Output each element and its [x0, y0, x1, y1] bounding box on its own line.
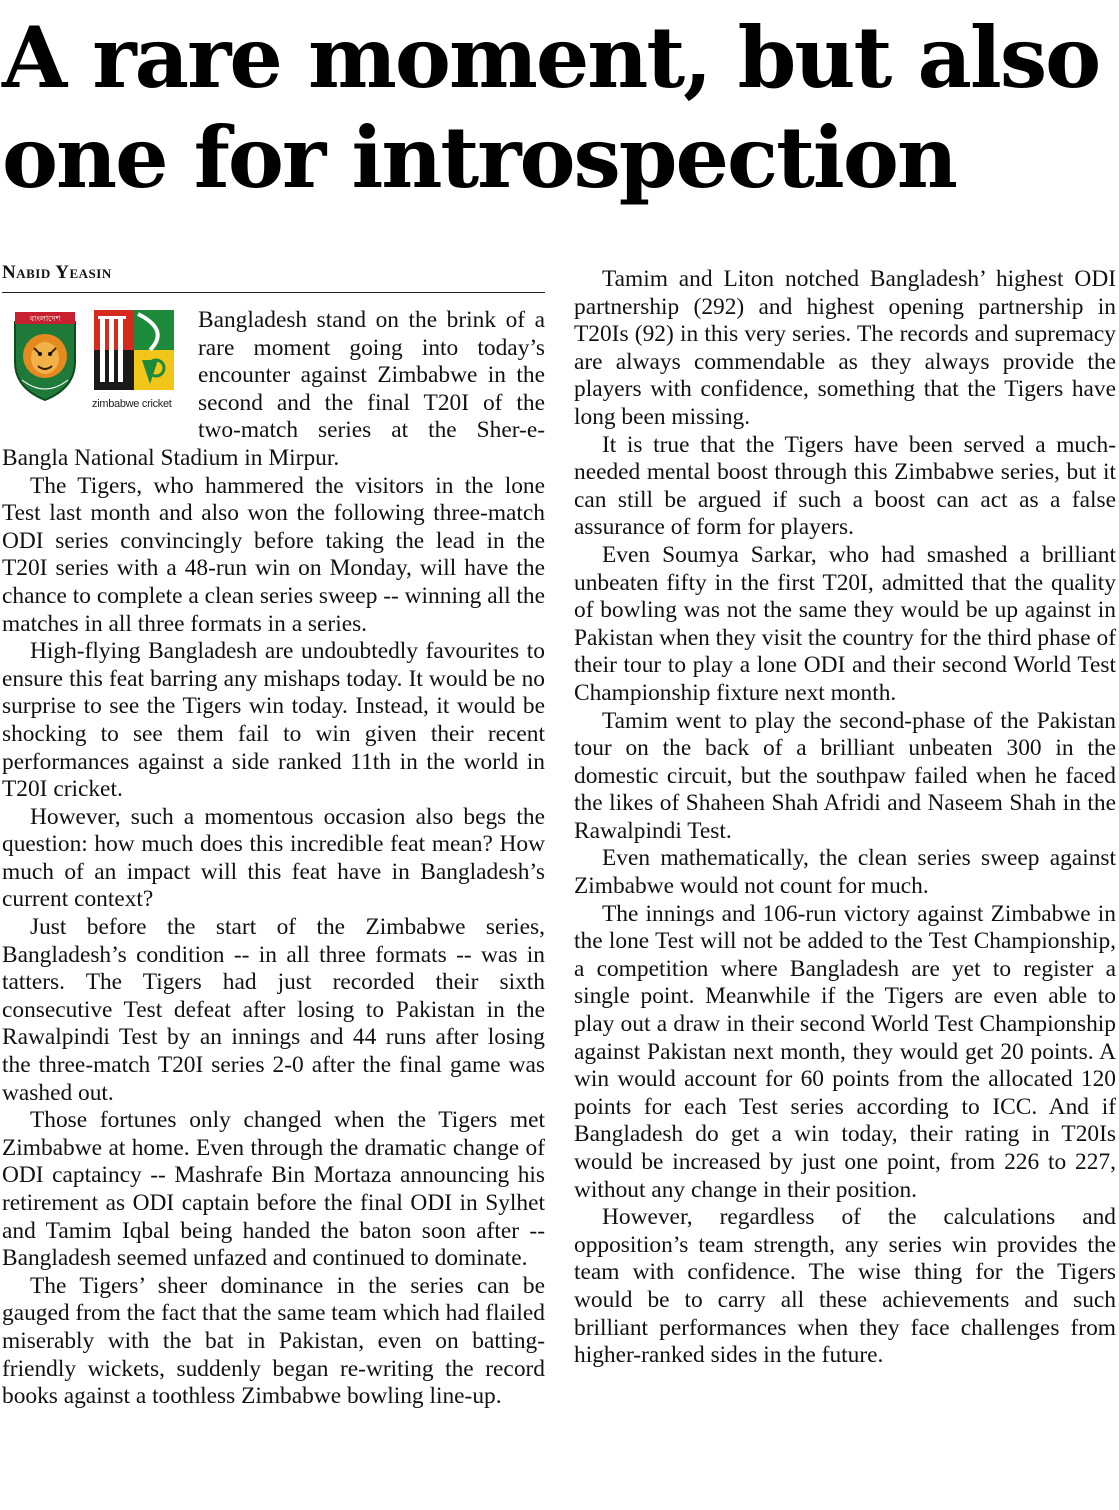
byline: Nabid Yeasin [2, 262, 112, 283]
paragraph: Tamim went to play the second-phase of the Pakistan tour on the back of a brilliant unbeaten 300 in the domestic circuit, but the southpaw failed when he faced the likes of Shaheen Shah Afridi and Naseem Shah in the Rawalpindi Test. [574, 707, 1116, 844]
paragraph: However, regardless of the calculations and opposition’s team strength, any series win provides the team with confidence. The wise thing for the Tigers would be to carry all these achievements and such brilliant performances when they face challenges from higher-ranked sides in the future. [574, 1204, 1116, 1369]
bcb-logo-top-text: বাংলাদেশ [29, 314, 61, 323]
logo-group [2, 307, 194, 419]
paragraph: The Tigers’ sheer dominance in the series can be gauged from the fact that the same team which had flailed miserably with the bat in Pakistan, even on batting-friendly wickets, suddenly began re-writing the record books against a toothless Zimbabwe bowling line-up. [2, 1272, 545, 1410]
headline [2, 8, 1117, 208]
zimbabwe-cricket-logo [94, 310, 174, 390]
paragraph: Those fortunes only changed when the Tigers met Zimbabwe at home. Even through the dramatic change of ODI captaincy -- Mashrafe Bin Mortaza announcing his retirement as ODI captain before the final ODI in Sylhet and Tamim Iqbal being handed the baton soon after -- Bangladesh seemed unfazed and continued to dominate. [2, 1107, 545, 1272]
headline-line-2: one for introspection [2, 108, 956, 207]
paragraph: High-flying Bangladesh are undoubtedly favourites to ensure this feat barring any mishaps today. It would be no surprise to see the Tigers win today. Instead, it would be shocking to see them fail to win given their recent performances against a side ranked 11th in the world in T20I cricket. [2, 638, 545, 803]
paragraph: The innings and 106-run victory against Zimbabwe in the lone Test will not be added to the Test Championship, a competition where Bangladesh are yet to register a single point. Meanwhile if the Tigers are even able to play out a draw in their second World Test Championship against Pakistan next month, they would get 20 points. A win would account for 60 points from the allocated 120 points for each Test series according to ICC. And if Bangladesh do get a win today, their rating in T20Is would be increased by just one point, from 226 to 227, without any change in their position. [574, 900, 1116, 1203]
paragraph: However, such a momentous occasion also begs the question: how much does this incredible feat mean? How much of an impact will this feat have in Bangladesh’s current context? [2, 803, 545, 913]
paragraph: Bangladesh stand on the brink of a rare moment going into today’s encounter against Zimbabwe in the second and the final T20I of the two-match series at the Sher-e-Bangla National Stadium in Mirpur. [2, 307, 545, 471]
byline-rule [2, 292, 545, 293]
headline-line-1: A rare moment, but also [2, 8, 1100, 107]
paragraph: Tamim and Liton notched Bangladesh’ highest ODI partnership (292) and highest opening partnership in T20Is (92) in this very series. The records and supremacy are always commendable as they always provide the players with confidence, something that the Tigers have long been missing. [574, 266, 1116, 430]
zimbabwe-cricket-label: zimbabwe cricket [92, 398, 172, 410]
paragraph: Just before the start of the Zimbabwe series, Bangladesh’s condition -- in all three formats -- was in tatters. The Tigers had just recorded their sixth consecutive Test defeat after losing to Pakistan in the Rawalpindi Test by an innings and 44 runs after losing the three-match T20I series 2-0 after the final game was washed out. [2, 914, 545, 1106]
paragraph: The Tigers, who hammered the visitors in the lone Test last month and also won the following three-match ODI series convincingly before taking the lead in the T20I series with a 48-run win on Monday, will have the chance to complete a clean series sweep -- winning all the matches in all three formats in a series. [2, 472, 545, 637]
paragraph: Even Soumya Sarkar, who had smashed a brilliant unbeaten fifty in the first T20I, admitted that the quality of bowling was not the same they would be up against in Pakistan when they visit the country for the third phase of their tour to play a lone ODI and their second World Test Championship fixture next month. [574, 541, 1116, 706]
article-column-2 [574, 266, 1116, 1370]
paragraph: It is true that the Tigers have been served a much-needed mental boost through this Zimbabwe series, but it can still be argued if such a boost can act as a false assurance of form for players. [574, 431, 1116, 541]
paragraph: Even mathematically, the clean series sweep against Zimbabwe would not count for much. [574, 845, 1116, 900]
bcb-logo [10, 310, 80, 402]
article-column-1 [2, 307, 545, 1411]
